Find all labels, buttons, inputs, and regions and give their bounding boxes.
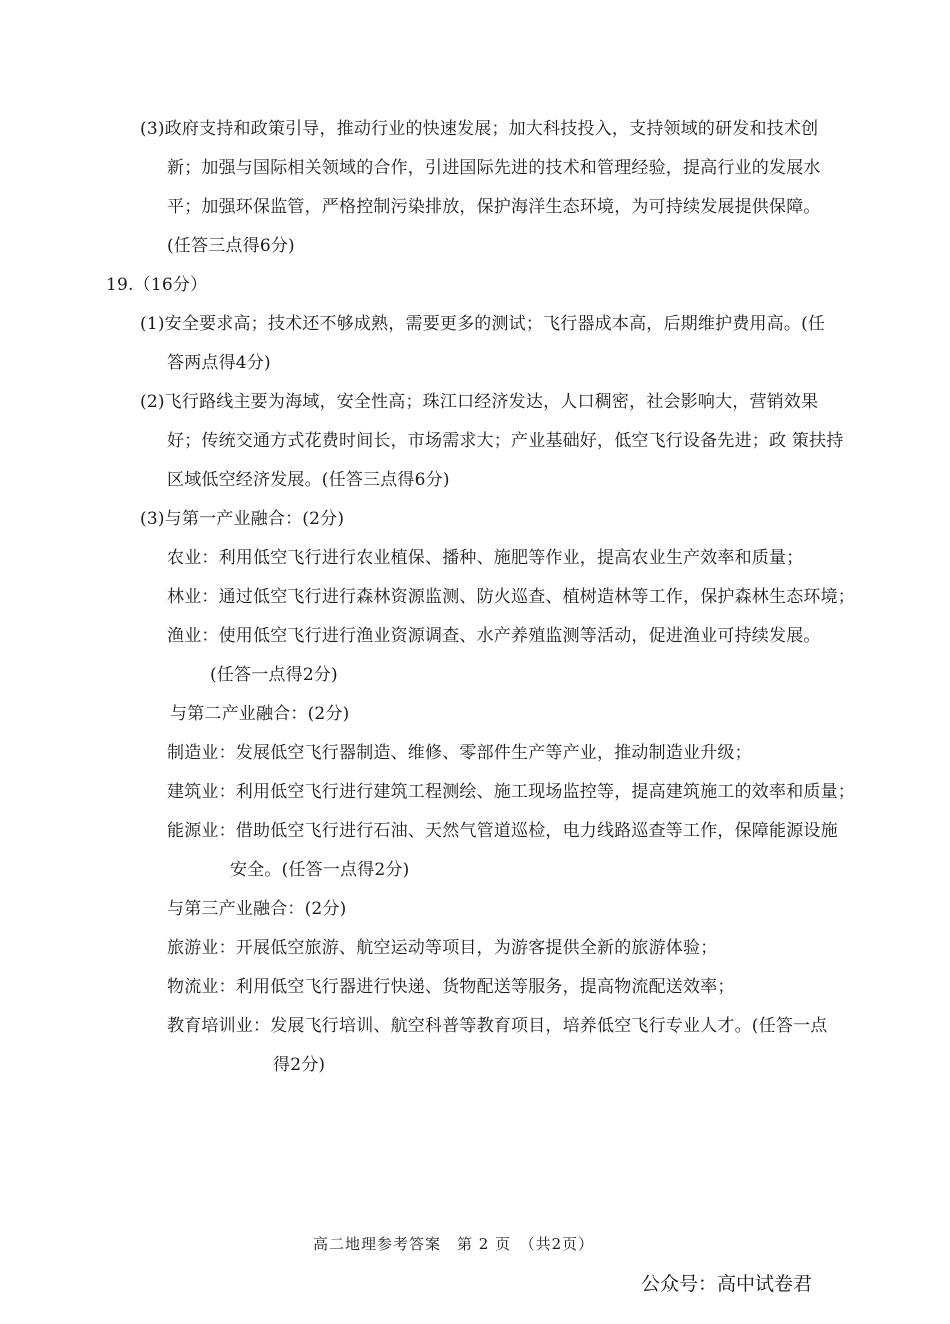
q18-part3-line-1: (3)政府支持和政策引导，推动行业的快速发展；加大科技投入，支持领域的研发和技术创: [140, 119, 819, 139]
q19-part3-secondary-heading: 与第二产业融合：(2分): [170, 704, 350, 724]
q19-part2-line-2: 好；传统交通方式花费时间长，市场需求大；产业基础好，低空飞行设备先进；政 策扶持: [167, 431, 844, 451]
q19-part3-primary-heading: (3)与第一产业融合：(2分): [140, 509, 345, 529]
q19-tertiary-education: 教育培训业：发展飞行培训、航空科普等教育项目，培养低空飞行专业人才。(任答一点: [167, 1016, 828, 1036]
q19-part3-tertiary-heading: 与第三产业融合：(2分): [167, 899, 347, 919]
q19-secondary-energy: 能源业：借助低空飞行进行石油、天然气管道巡检，电力线路巡查等工作，保障能源设施: [167, 821, 838, 841]
q19-secondary-manufacturing: 制造业：发展低空飞行器制造、维修、零部件生产等产业，推动制造业升级；: [167, 743, 752, 763]
page-footer: 高二地理参考答案 第 2 页 （共2页）: [313, 1235, 595, 1253]
q19-primary-agriculture: 农业：利用低空飞行进行农业植保、播种、施肥等作业，提高农业生产效率和质量；: [167, 548, 804, 568]
q19-secondary-construction: 建筑业：利用低空飞行进行建筑工程测绘、施工现场监控等，提高建筑施工的效率和质量；: [167, 782, 855, 802]
q18-part3-line-3: 平；加强环保监管，严格控制污染排放，保护海洋生态环境，为可持续发展提供保障。: [167, 197, 821, 217]
q19-part2-line-3: 区域低空经济发展。(任答三点得6分): [167, 470, 450, 490]
q18-part3-score: (任答三点得6分): [167, 236, 295, 256]
q19-part1-line-1: (1)安全要求高；技术还不够成熟，需要更多的测试；飞行器成本高，后期维护费用高。(任: [140, 314, 826, 334]
q19-primary-fishery: 渔业：使用低空飞行进行渔业资源调查、水产养殖监测等活动，促进渔业可持续发展。: [167, 626, 821, 646]
q19-header: 19.（16分）: [106, 275, 208, 295]
q19-tertiary-logistics: 物流业：利用低空飞行器进行快递、货物配送等服务，提高物流配送效率；: [167, 977, 735, 997]
q19-tertiary-score: 得2分): [273, 1055, 326, 1075]
q19-primary-forestry: 林业：通过低空飞行进行森林资源监测、防火巡查、植树造林等工作，保护森林生态环境；: [167, 587, 855, 607]
q19-secondary-score: 安全。(任答一点得2分): [230, 860, 410, 880]
q19-part2-line-1: (2)飞行路线主要为海域，安全性高；珠江口经济发达，人口稠密，社会影响大，营销效果: [140, 392, 819, 412]
q19-primary-score: (任答一点得2分): [210, 665, 338, 685]
q18-part3-line-2: 新；加强与国际相关领域的合作，引进国际先进的技术和管理经验，提高行业的发展水: [167, 158, 821, 178]
q19-tertiary-tourism: 旅游业：开展低空旅游、航空运动等项目，为游客提供全新的旅游体验；: [167, 938, 718, 958]
q19-part1-line-2: 答两点得4分): [167, 353, 271, 373]
watermark-text: 公众号：高中试卷君: [641, 1273, 813, 1295]
